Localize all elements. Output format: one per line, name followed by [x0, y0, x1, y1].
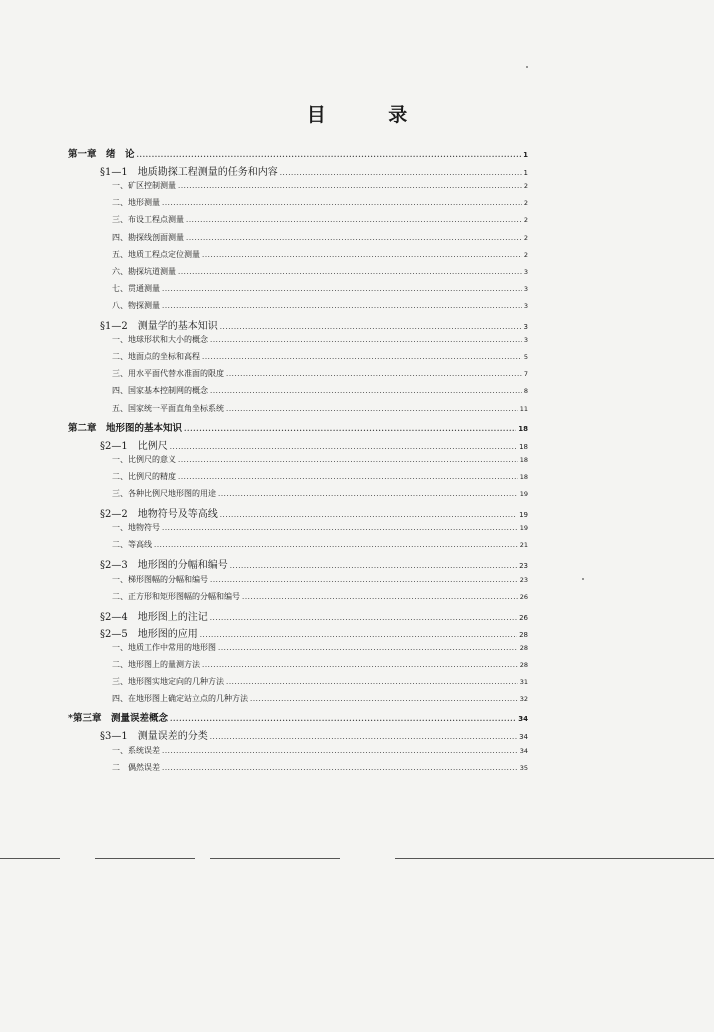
- toc-entry: [112, 283, 528, 294]
- dot-leader: [162, 199, 522, 207]
- dot-leader: [210, 576, 518, 584]
- toc-entry: [100, 505, 528, 520]
- toc-entry-title: 三、用水平面代替水准面的限度: [112, 369, 224, 379]
- dot-leader: [202, 251, 522, 259]
- toc-entry: [112, 539, 528, 550]
- dot-leader: [154, 541, 518, 549]
- toc-entry: [112, 368, 528, 379]
- toc-entry-title: 二、地形图上的量测方法: [112, 660, 200, 669]
- toc-entry: [100, 163, 528, 178]
- toc-entry: [100, 625, 528, 640]
- dot-leader: [162, 285, 522, 293]
- toc-entry-page: 2: [523, 182, 528, 191]
- toc-entry-title: 一、矿区控制测量: [112, 181, 176, 191]
- dot-leader: [178, 268, 522, 276]
- toc-entry-page: 18: [519, 442, 528, 451]
- dot-leader: [184, 424, 516, 433]
- toc-entry-title: 五、国家统一平面直角坐标系统: [112, 403, 224, 413]
- toc-entry-title: 四、勘探线剖面测量: [112, 232, 184, 242]
- toc-entry-title: 四、在地形图上确定站立点的几种方法: [112, 694, 248, 704]
- scan-speck: [526, 66, 528, 68]
- toc-entry-title: 一、比例尺的意义: [112, 454, 176, 464]
- scan-edge-line: [0, 858, 60, 859]
- toc-entry: [112, 591, 528, 602]
- toc-entry-title: 一、梯形图幅的分幅和编号: [112, 574, 208, 584]
- toc-entry-title: 二、地面点的坐标和高程: [112, 352, 200, 362]
- scan-edge-line: [395, 858, 714, 859]
- toc-entry: [112, 522, 528, 533]
- toc-entry-page: 1: [523, 169, 528, 178]
- dot-leader: [202, 353, 522, 361]
- toc-entry: [112, 180, 528, 191]
- toc-entry-title: §2—2 地物符号及等高线: [100, 509, 218, 521]
- scan-edge-line: [95, 858, 195, 859]
- toc-entry: [68, 420, 528, 434]
- toc-entry-title: 二 偶然误差: [112, 762, 160, 772]
- dot-leader: [210, 387, 522, 395]
- toc-entry: [112, 676, 528, 687]
- toc-entry: [112, 334, 528, 345]
- toc-entry-page: 28: [519, 643, 528, 652]
- toc-entry-page: 3: [523, 323, 528, 331]
- toc-entry: [112, 762, 528, 773]
- toc-entry-page: 2: [523, 199, 528, 208]
- dot-leader: [226, 678, 518, 686]
- toc-entry-page: 21: [519, 541, 528, 550]
- toc-entry-page: 19: [519, 511, 528, 520]
- dot-leader: [280, 169, 522, 177]
- toc-entry-page: 2: [523, 216, 528, 225]
- dot-leader: [200, 631, 517, 639]
- toc-entry-title: §1—2 测量学的基本知识: [100, 321, 218, 332]
- toc-entry-page: 34: [518, 715, 528, 724]
- toc-entry-title: §2—5 地形图的应用: [100, 628, 198, 640]
- toc-entry: [112, 232, 528, 243]
- toc-entry-page: 26: [519, 592, 528, 601]
- toc-entry-page: 23: [519, 562, 528, 571]
- toc-entry-page: 28: [519, 630, 528, 639]
- toc-entry-page: 26: [519, 613, 528, 622]
- toc-entry-page: 35: [519, 763, 528, 772]
- toc-entry-page: 34: [519, 746, 528, 755]
- toc-entry-title: 三、各种比例尺地形图的用途: [112, 489, 216, 498]
- toc-entry: [68, 146, 528, 160]
- toc-entry-title: 五、地质工程点定位测量: [112, 249, 200, 259]
- toc-entry-page: 2: [523, 233, 528, 242]
- dot-leader: [218, 490, 518, 498]
- dot-leader: [162, 764, 518, 772]
- toc-entry-title: 一、地物符号: [112, 523, 160, 533]
- dot-leader: [220, 323, 522, 331]
- toc-entry: [112, 745, 528, 756]
- toc-entry: [100, 608, 528, 623]
- toc-entry: [112, 197, 528, 208]
- dot-leader: [210, 614, 517, 622]
- toc-entry-title: §2—1 比例尺: [100, 440, 168, 452]
- toc-entry: [112, 403, 528, 414]
- toc-entry: [112, 266, 528, 277]
- toc-entry-page: 3: [523, 301, 528, 310]
- toc-entry-page: 31: [519, 678, 528, 687]
- toc-entry-page: 7: [523, 370, 528, 379]
- toc-entry-page: 1: [523, 151, 528, 159]
- toc-entry-title: 二、正方形和矩形图幅的分幅和编号: [112, 591, 240, 601]
- dot-leader: [137, 150, 522, 159]
- toc-entry-title: 第一章 绪 论: [68, 149, 135, 160]
- toc-entry-title: 七、贯通测量: [112, 283, 160, 293]
- dot-leader: [162, 524, 518, 532]
- toc-entry-page: 8: [523, 387, 528, 396]
- toc-entry: [112, 351, 528, 362]
- dot-leader: [220, 511, 517, 519]
- toc-entry-title: 一、系统误差: [112, 745, 160, 755]
- dot-leader: [226, 370, 522, 378]
- toc-entry-title: 三、布设工程点测量: [112, 215, 184, 225]
- dot-leader: [226, 405, 518, 413]
- toc-entry-title: 二、比例尺的精度: [112, 471, 176, 481]
- toc-entry-page: 19: [519, 524, 528, 533]
- toc-entry: [112, 642, 528, 653]
- dot-leader: [178, 473, 518, 481]
- dot-leader: [186, 234, 522, 242]
- toc-entry-title: 一、地球形状和大小的概念: [112, 335, 208, 345]
- toc-entry-title: 六、勘探坑道测量: [112, 266, 176, 276]
- toc-entry: [112, 471, 528, 482]
- dot-leader: [230, 562, 517, 570]
- toc-entry-page: 19: [519, 490, 528, 498]
- toc-entry-title: 二、等高线: [112, 540, 152, 550]
- toc-entry: [112, 385, 528, 396]
- toc-entry-title: §3—1 测量误差的分类: [100, 731, 208, 743]
- toc-entry-page: 18: [519, 472, 528, 481]
- page-title: 目 录: [306, 104, 436, 126]
- dot-leader: [170, 443, 517, 451]
- dot-leader: [218, 644, 518, 652]
- toc-entry-title: 八、物探测量: [112, 300, 160, 310]
- toc-entry: [112, 214, 528, 225]
- dot-leader: [178, 456, 518, 464]
- toc-entry: [100, 437, 528, 452]
- toc-entry: [112, 659, 528, 670]
- toc-entry-page: 11: [519, 404, 528, 413]
- toc-entry: [68, 710, 528, 724]
- toc-entry: [112, 249, 528, 260]
- toc-entry: [100, 317, 528, 332]
- toc-entry-page: 28: [519, 661, 528, 669]
- toc-entry-page: 3: [523, 284, 528, 293]
- dot-leader: [170, 714, 516, 723]
- toc-entry-page: 32: [519, 695, 528, 704]
- scan-edge-line: [210, 858, 340, 859]
- toc-entry-page: 3: [523, 336, 528, 345]
- toc-entry-title: 三、地形图实地定向的几种方法: [112, 677, 224, 687]
- toc-entry: [112, 693, 528, 704]
- dot-leader: [162, 747, 518, 755]
- toc-entry-page: 18: [518, 424, 528, 433]
- toc-entry: [112, 454, 528, 465]
- toc-entry-title: *第三章 测量误差概念: [68, 713, 168, 725]
- toc-entry-title: 第二章 地形图的基本知识: [68, 422, 183, 434]
- toc-entry: [100, 727, 528, 742]
- toc-entry: [100, 556, 528, 571]
- toc-entry: [112, 574, 528, 585]
- toc-entry-page: 34: [519, 733, 528, 742]
- dot-leader: [186, 216, 522, 224]
- toc-entry-title: 二、地形测量: [112, 198, 160, 208]
- dot-leader: [202, 661, 518, 669]
- toc-entry-title: 一、地质工作中常用的地形图: [112, 642, 216, 652]
- scan-speck: [582, 578, 584, 580]
- toc-entry-page: 2: [523, 250, 528, 259]
- toc-entry-page: 3: [523, 267, 528, 276]
- toc-entry: [112, 300, 528, 311]
- toc-entry-title: 四、国家基本控制网的概念: [112, 386, 208, 396]
- toc-entry: [112, 488, 528, 499]
- toc-entry-page: 18: [519, 455, 528, 464]
- toc-entry-page: 23: [519, 575, 528, 584]
- dot-leader: [210, 336, 522, 344]
- toc-entry-page: 5: [523, 353, 528, 362]
- dot-leader: [250, 695, 518, 703]
- dot-leader: [162, 302, 522, 310]
- toc-entry-title: §1—1 地质勘探工程测量的任务和内容: [100, 167, 278, 179]
- dot-leader: [210, 733, 517, 741]
- toc-entry-title: §2—3 地形图的分幅和编号: [100, 560, 228, 572]
- dot-leader: [242, 593, 518, 601]
- dot-leader: [178, 182, 522, 190]
- toc-entry-title: §2—4 地形图上的注记: [100, 611, 208, 623]
